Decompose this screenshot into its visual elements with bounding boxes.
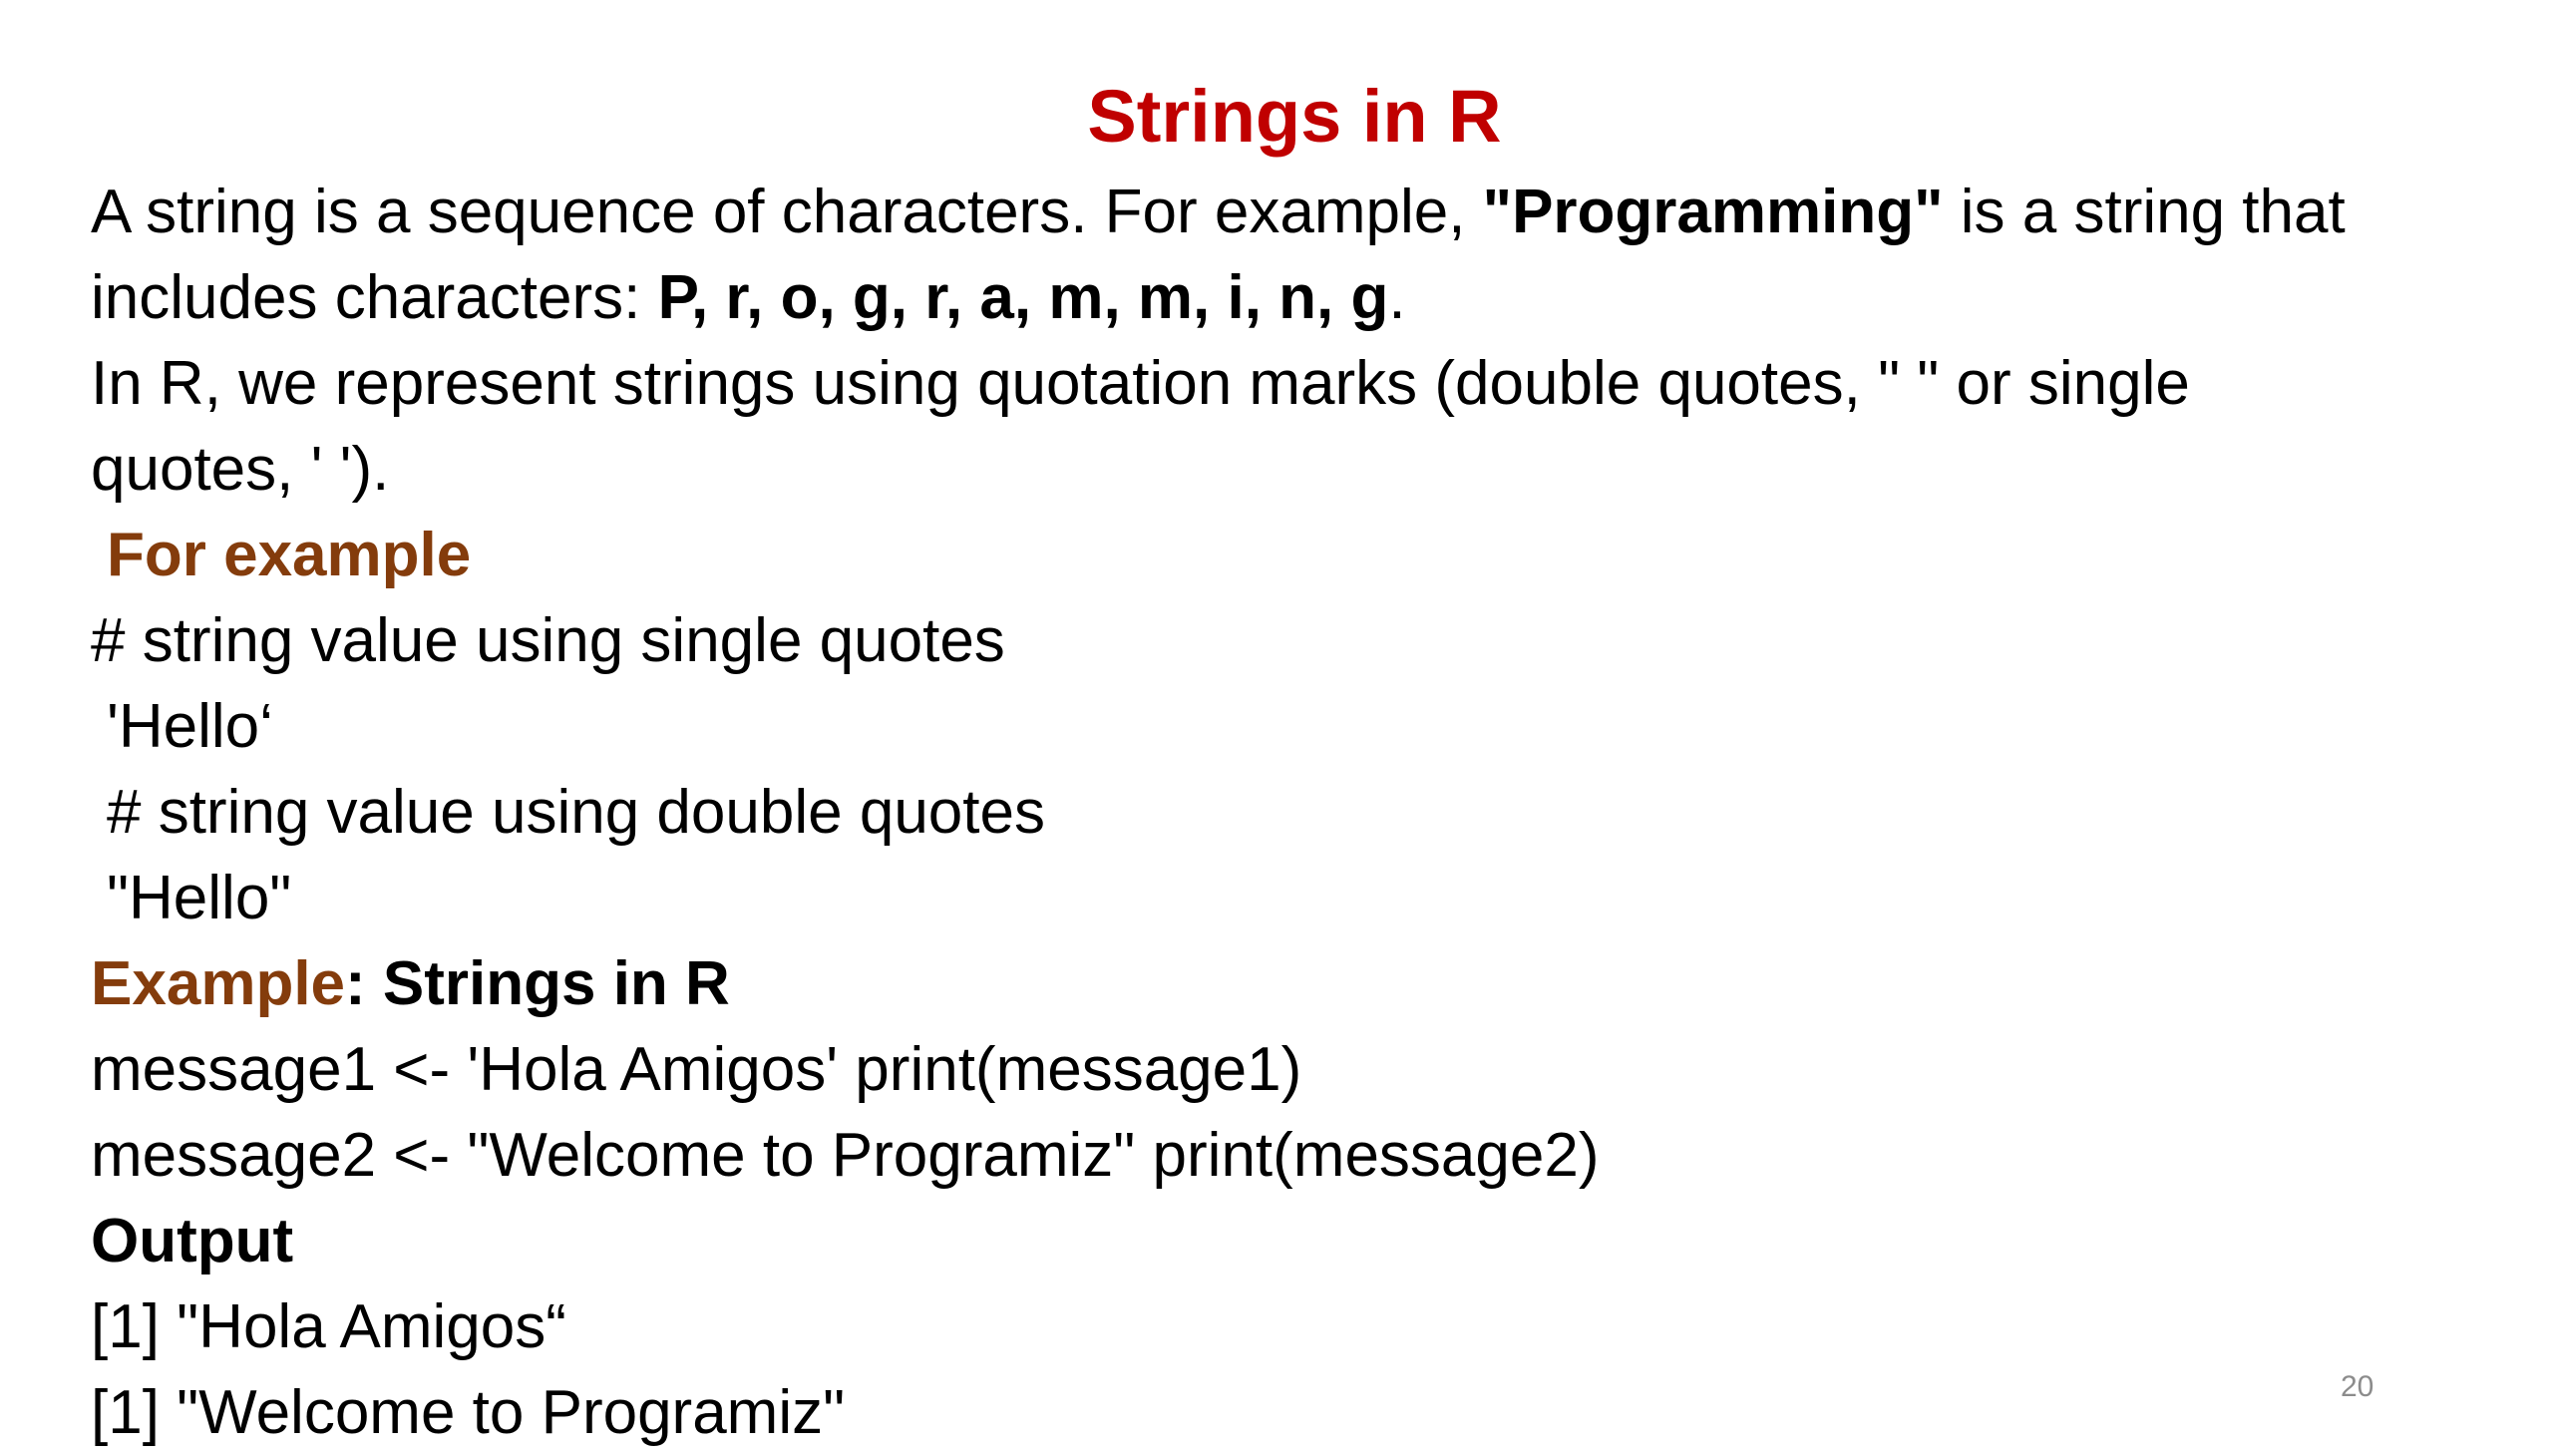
code-comment-double	[91, 770, 2504, 856]
output-label: Output	[91, 1207, 294, 1275]
output-heading	[91, 1199, 2504, 1284]
for-example-heading	[91, 513, 2504, 598]
code-line-1	[91, 1027, 2504, 1113]
code-text: message2 <- "Welcome to Programiz" print(message2)	[91, 1121, 1600, 1190]
intro-text: A string is a sequence of characters. For example,	[91, 178, 1483, 246]
intro-line-4	[91, 427, 2504, 513]
string-value: "Hello"	[107, 864, 292, 932]
character-list: P, r, o, g, r, a, m, m, i, n, g	[657, 263, 1389, 332]
output-text: [1] "Hola Amigos“	[91, 1292, 566, 1361]
code-text: message1 <- 'Hola Amigos' print(message1)	[91, 1035, 1302, 1104]
output-text: [1] "Welcome to Programiz"	[91, 1378, 846, 1447]
comment-text: # string value using single quotes	[91, 606, 1005, 675]
code-value-single	[91, 684, 2504, 770]
example-heading	[91, 941, 2504, 1027]
slide-number: 20	[2341, 1370, 2374, 1403]
string-value: 'Hello‘	[107, 692, 273, 761]
intro-text: is a string that	[1943, 178, 2346, 246]
intro-text: includes characters:	[91, 263, 658, 332]
intro-text: quotes, ' ').	[91, 435, 390, 504]
programming-word: "Programming"	[1482, 178, 1944, 246]
example-title: : Strings in R	[345, 949, 730, 1018]
code-comment-single	[91, 598, 2504, 684]
intro-line-2	[91, 255, 2504, 341]
comment-text: # string value using double quotes	[107, 778, 1045, 847]
intro-text: In R, we represent strings using quotation marks (double quotes, " " or single	[91, 349, 2190, 418]
intro-line-3	[91, 341, 2504, 427]
output-line-2	[91, 1370, 2504, 1456]
code-line-2	[91, 1113, 2504, 1199]
code-value-double	[91, 856, 2504, 941]
intro-text: .	[1388, 263, 1406, 332]
example-label: Example	[91, 949, 346, 1018]
for-example-label: For example	[107, 521, 472, 589]
intro-line-1	[91, 170, 2504, 255]
output-line-1	[91, 1284, 2504, 1370]
slide-title: Strings in R	[1087, 75, 1502, 158]
slide-body	[91, 170, 2504, 1456]
